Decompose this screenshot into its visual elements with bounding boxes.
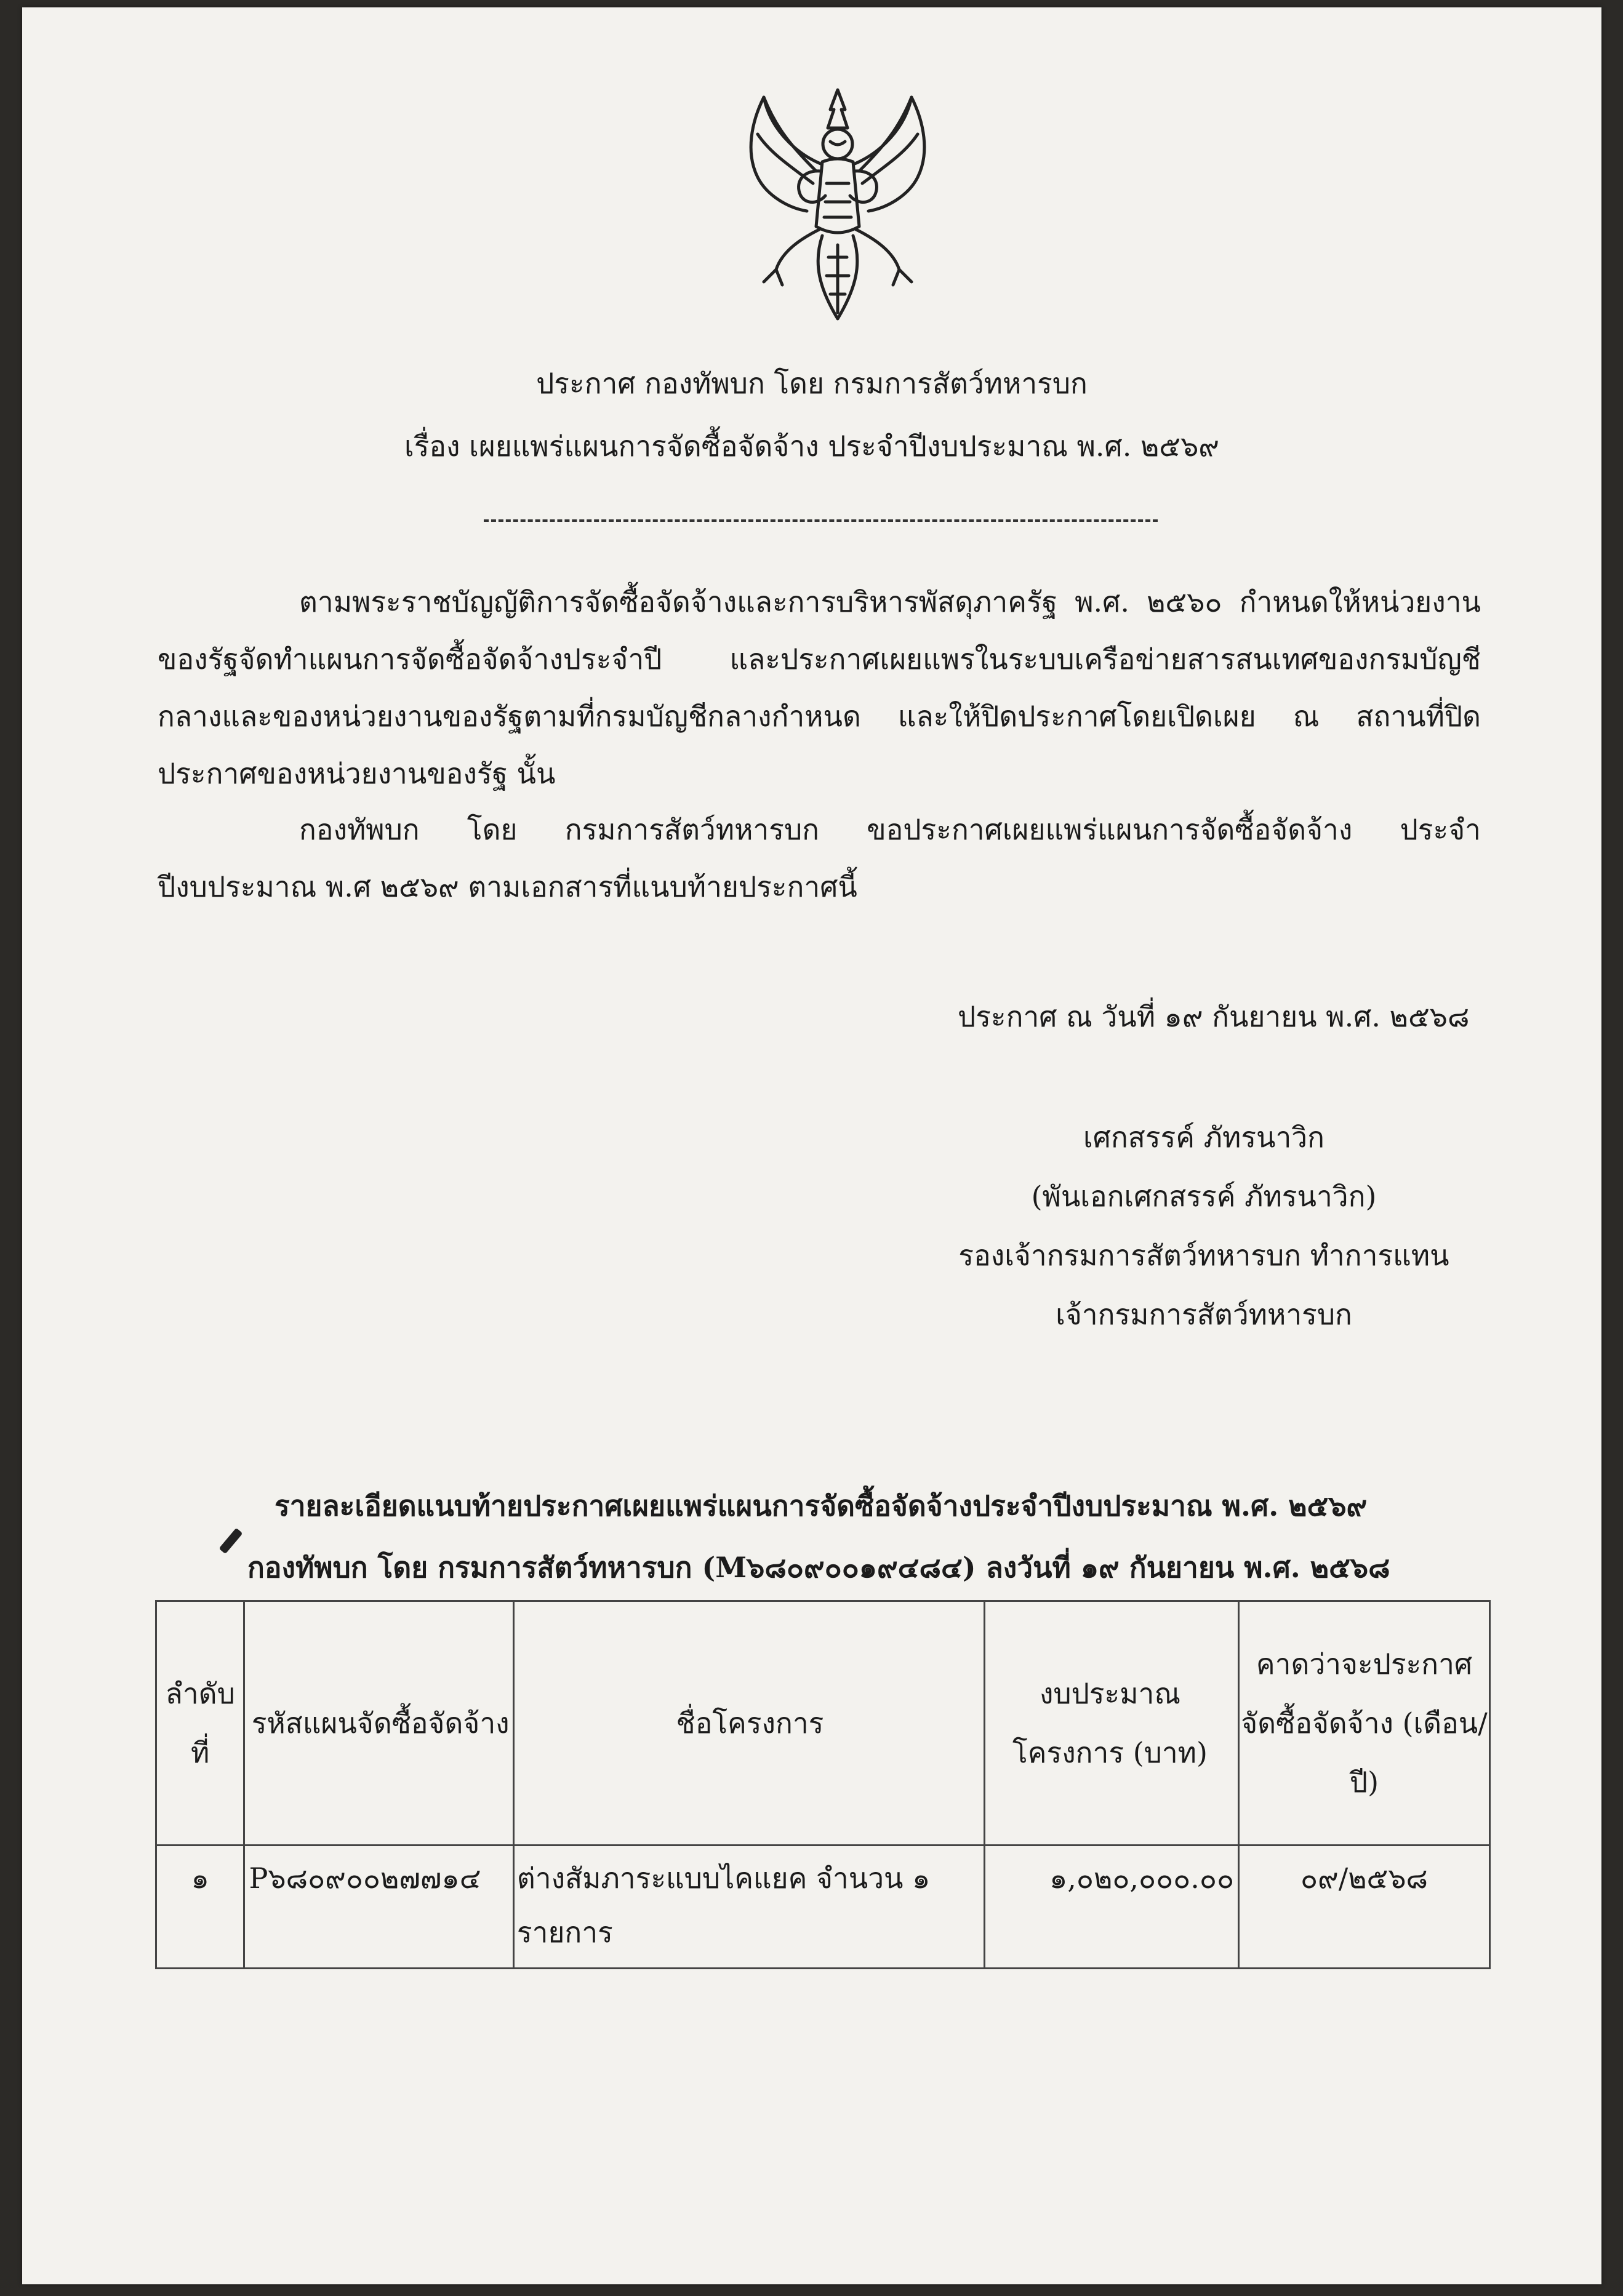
signature-block bbox=[896, 1108, 1512, 1344]
cell-plan-code: P๖๘๐๙๐๐๒๗๗๑๔ bbox=[244, 1846, 513, 1969]
header-plan-code: รหัสแผนจัดซื้อจัดจ้าง bbox=[244, 1601, 513, 1846]
signer-position: รองเจ้ากรมการสัตว์ทหารบก ทำการแทน bbox=[958, 1239, 1449, 1272]
dashed-divider bbox=[484, 519, 1158, 522]
pen-mark bbox=[218, 1528, 242, 1554]
cell-project-name: ต่างสัมภาระแบบไคแยค จำนวน ๑ รายการ bbox=[513, 1846, 984, 1969]
table-row bbox=[156, 1846, 1490, 1969]
header-budget: งบประมาณโครงการ (บาท) bbox=[984, 1601, 1238, 1846]
cell-no: ๑ bbox=[156, 1846, 244, 1969]
table-header-row bbox=[156, 1601, 1490, 1846]
header-no: ลำดับที่ bbox=[156, 1601, 244, 1846]
cell-expected-date: ๐๙/๒๕๖๘ bbox=[1239, 1846, 1490, 1969]
notice-title: ประกาศ กองทัพบก โดย กรมการสัตว์ทหารบก bbox=[536, 367, 1088, 400]
document-page bbox=[22, 7, 1601, 2284]
announce-date: ประกาศ ณ วันที่ ๑๙ กันยายน พ.ศ. ๒๕๖๘ bbox=[958, 1000, 1470, 1033]
body-paragraph-1: ตามพระราชบัญญัติการจัดซื้อจัดจ้างและการบริหารพัสดุภาครัฐ พ.ศ. ๒๕๖๐ กำหนดให้หน่วยงานของรัฐจัดทำแผนการจัดซื้อจัดจ้างประจำปี และประกาศเผยแพรในระบบเครือข่ายสารสนเทศของกรมบัญชีกลางและของหน่วยงานของรัฐตามที่กรมบัญชีกลางกำหนด และให้ปิดประกาศโดยเปิดเผย ณ สถานที่ปิดประกาศของหน่วยงานของรัฐ นั้น bbox=[158, 585, 1481, 790]
body-paragraph-2: กองทัพบก โดย กรมการสัตว์ทหารบก ขอประกาศเผยแพร่แผนการจัดซื้อจัดจ้าง ประจำปีงบประมาณ พ.ศ ๒๕๖๙ ตามเอกสารที่แนบท้ายประกาศนี้ bbox=[158, 813, 1481, 903]
signed-name: เศกสรรค์ ภัทรนาวิก bbox=[1083, 1121, 1324, 1154]
signer-position-2: เจ้ากรมการสัตว์ทหารบก bbox=[1056, 1298, 1352, 1331]
header-expected-date: คาดว่าจะประกาศจัดซื้อจัดจ้าง (เดือน/ปี) bbox=[1239, 1601, 1490, 1846]
signer-full-name: (พันเอกเศกสรรค์ ภัทรนาวิก) bbox=[1031, 1180, 1377, 1213]
garuda-emblem bbox=[733, 85, 942, 325]
attachment-heading: รายละเอียดแนบท้ายประกาศเผยแพร่แผนการจัดซื้อจัดจ้างประจำปีงบประมาณ พ.ศ. ๒๕๖๙ bbox=[275, 1489, 1368, 1522]
procurement-plan-table bbox=[155, 1600, 1491, 1969]
attachment-subheading: กองทัพบก โดย กรมการสัตว์ทหารบก (M๖๘๐๙๐๐๑๙๔๘๔) ลงวันที่ ๑๙ กันยายน พ.ศ. ๒๕๖๘ bbox=[247, 1551, 1390, 1584]
notice-subject: เรื่อง เผยแพร่แผนการจัดซื้อจัดจ้าง ประจำปีงบประมาณ พ.ศ. ๒๕๖๙ bbox=[404, 430, 1219, 463]
header-project-name: ชื่อโครงการ bbox=[513, 1601, 984, 1846]
cell-budget: ๑,๐๒๐,๐๐๐.๐๐ bbox=[984, 1846, 1238, 1969]
